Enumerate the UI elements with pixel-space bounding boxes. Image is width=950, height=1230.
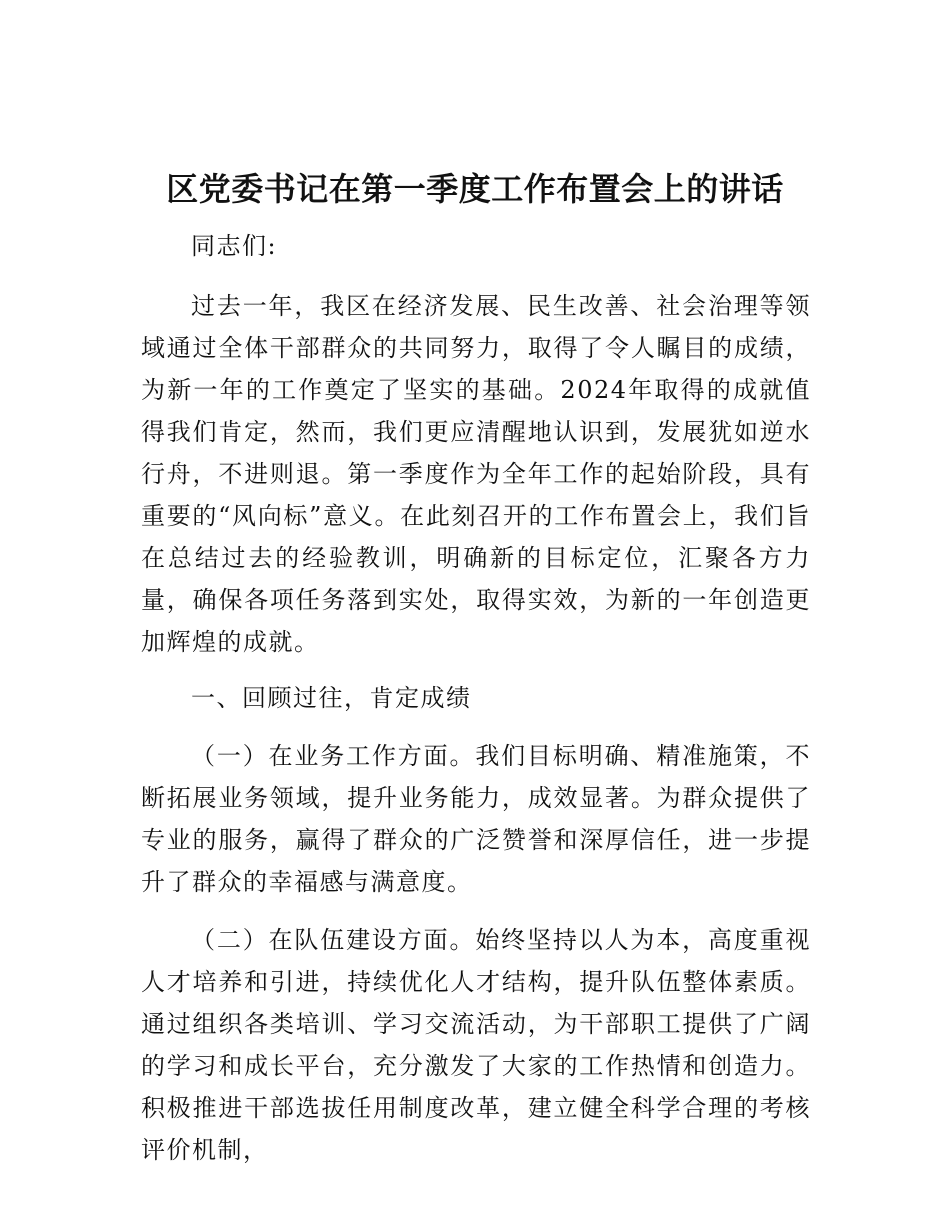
section-item-business: （一）在业务工作方面。我们目标明确、精准施策，不断拓展业务领域，提升业务能力，成效显著。为群众提供了专业的服务，赢得了群众的广泛赞誉和深厚信任，进一步提升了群众的幸福感与满意度。 [141, 742, 811, 896]
section-heading: 一、回顾过往，肯定成绩 [191, 684, 472, 712]
document-body [141, 225, 811, 1171]
page-title: 区党委书记在第一季度工作布置会上的讲话 [166, 170, 784, 208]
intro-paragraph: 过去一年，我区在经济发展、民生改善、社会治理等领域通过全体干部群众的共同努力，取得了令人瞩目的成绩，为新一年的工作奠定了坚实的基础。2024年取得的成就值得我们肯定，然而，我们更应清醒地认识到，发展犹如逆水行舟，不进则退。第一季度作为全年工作的起始阶段，具有重要的“风向标”意义。在此刻召开的工作布置会上，我们旨在总结过去的经验教训，明确新的目标定位，汇聚各方力量，确保各项任务落到实处，取得实效，为新的一年创造更加辉煌的成就。 [141, 292, 811, 656]
section-item-team: （二）在队伍建设方面。始终坚持以人为本，高度重视人才培养和引进，持续优化人才结构，提升队伍整体素质。通过组织各类培训、学习交流活动，为干部职工提供了广阔的学习和成长平台，充分激发了大家的工作热情和创造力。积极推进干部选拔任用制度改革，建立健全科学合理的考核评价机制， [141, 926, 811, 1164]
salutation: 同志们: [191, 232, 278, 260]
